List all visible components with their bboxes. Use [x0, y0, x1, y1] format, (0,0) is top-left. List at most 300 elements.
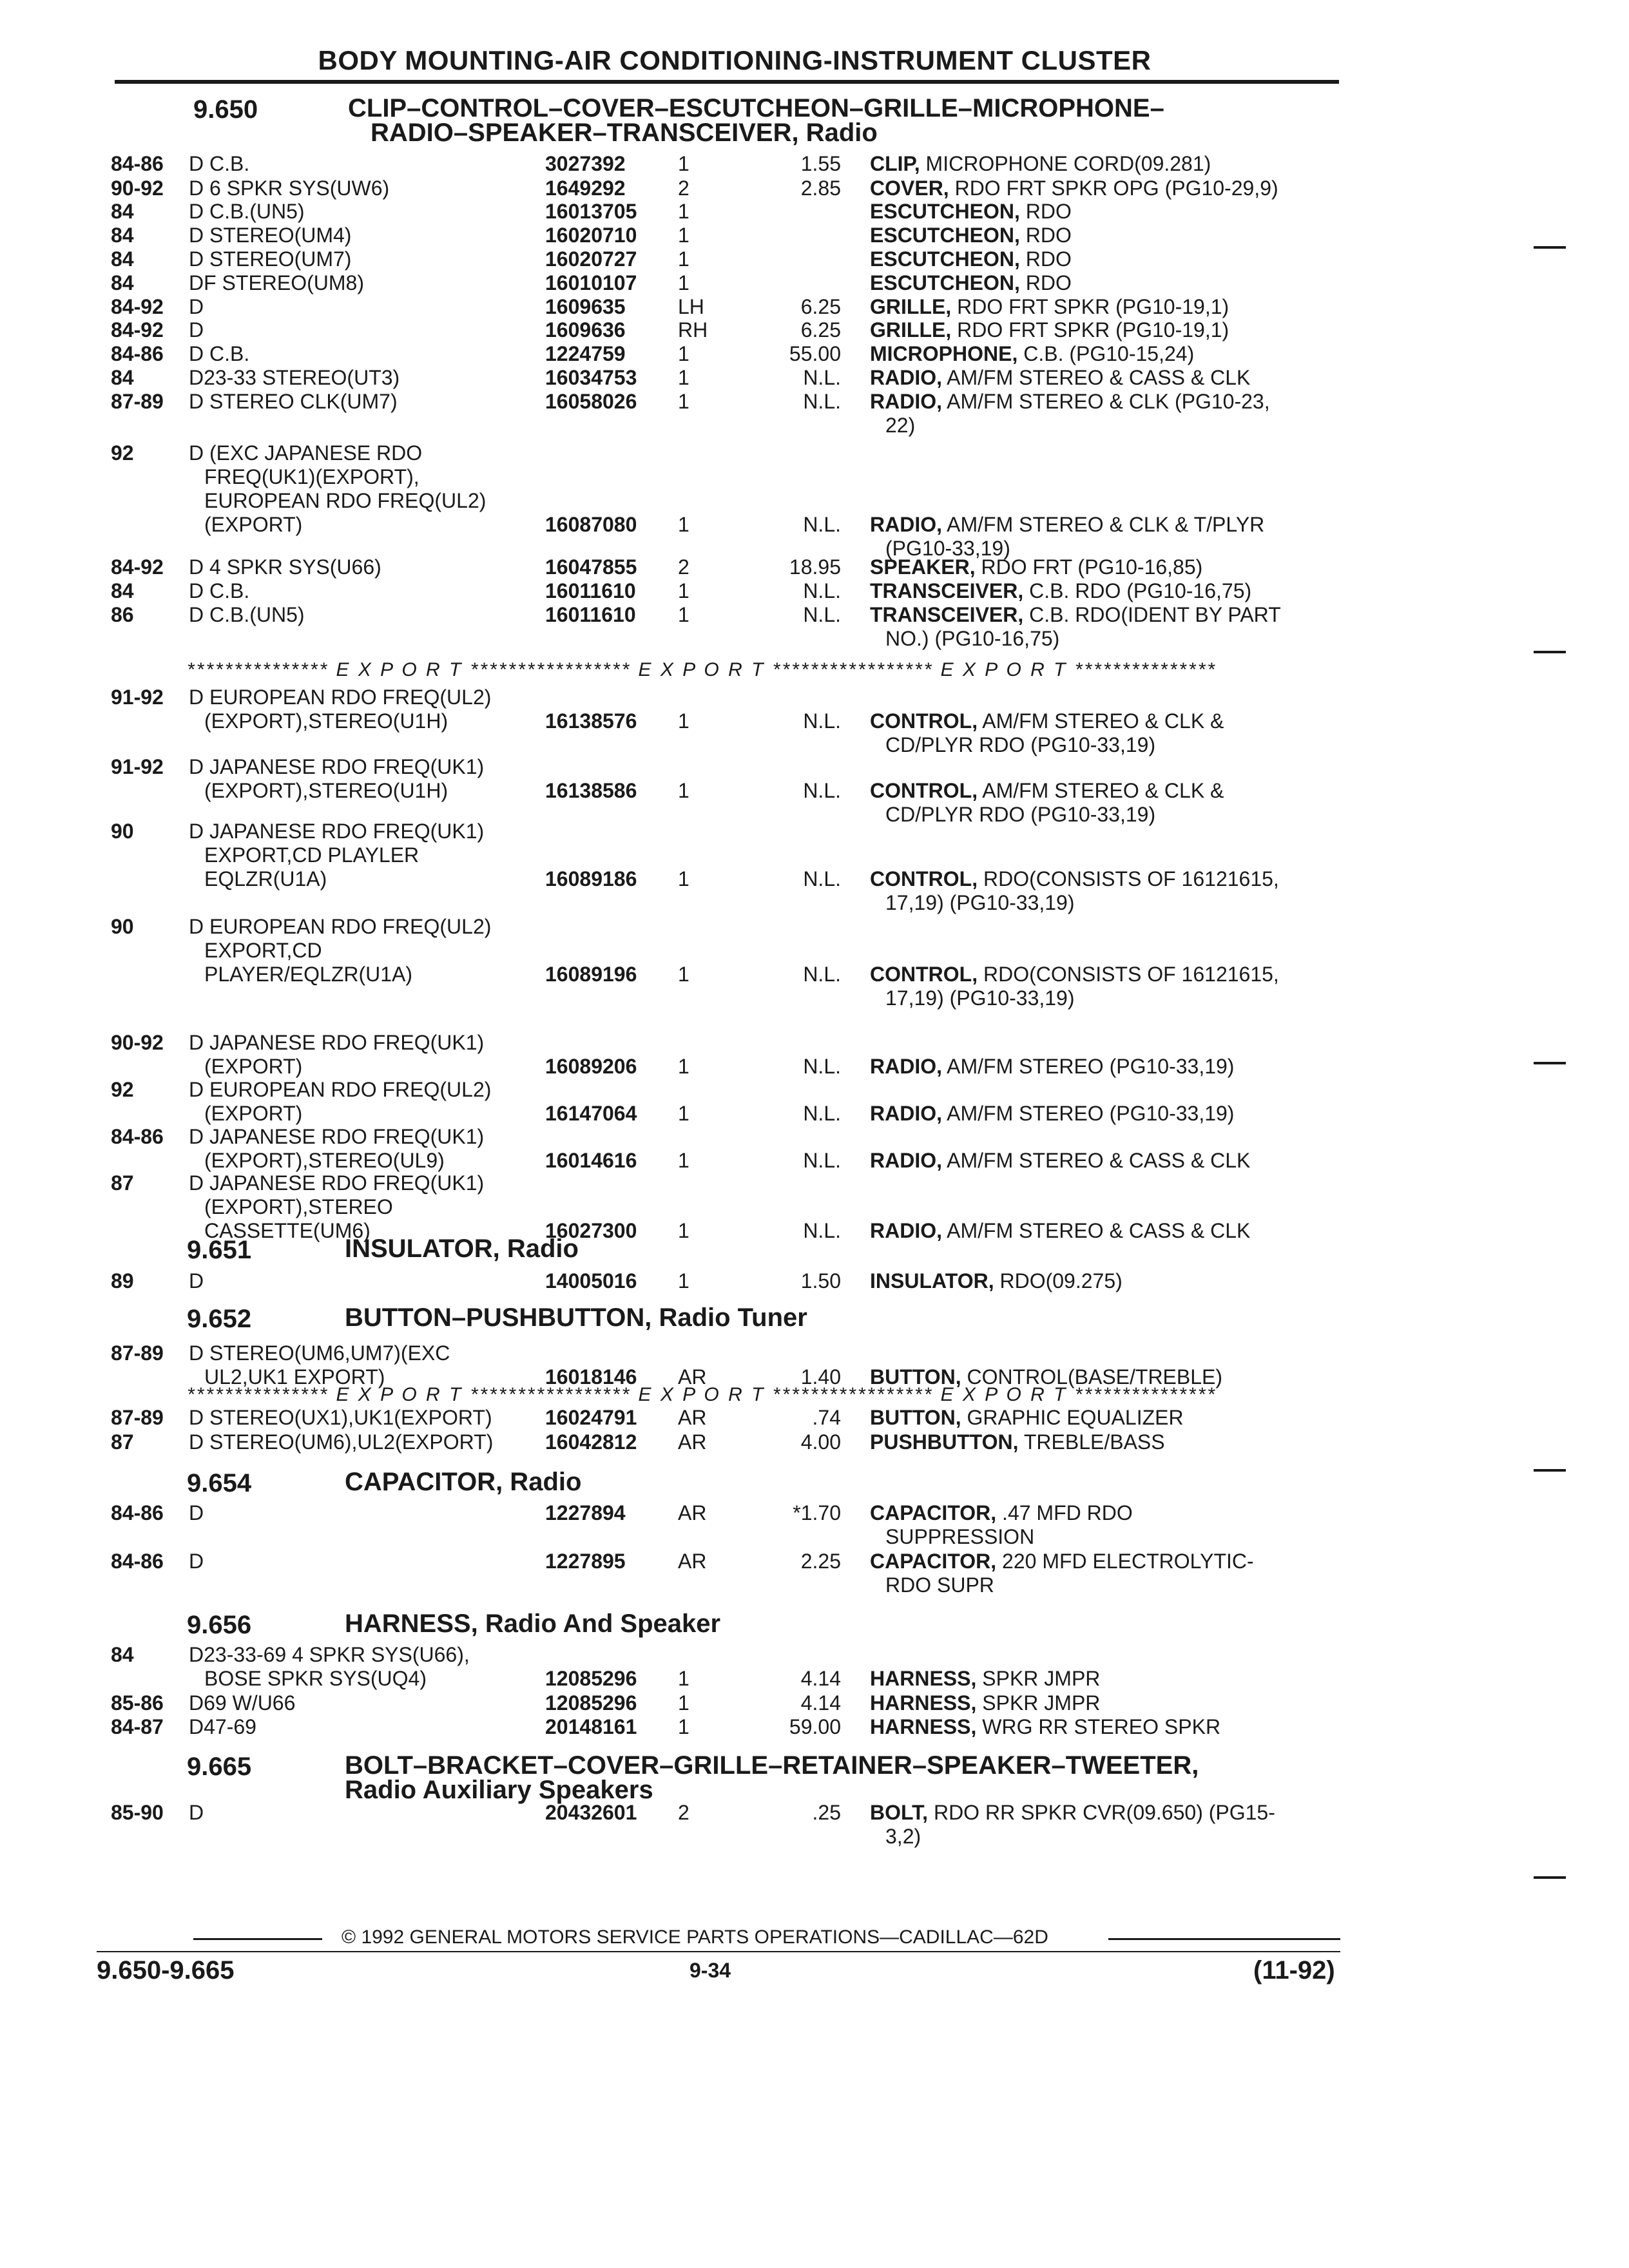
description-line: D — [189, 1269, 204, 1293]
usage-description — [189, 1715, 534, 1739]
part-name-noun: HARNESS, — [870, 1715, 977, 1738]
description-line: EQLZR(U1A) — [204, 867, 327, 890]
part-name-line — [870, 390, 1347, 414]
part-number: 1227894 — [545, 1501, 626, 1524]
part-name-line — [870, 1269, 1347, 1293]
usage-description — [189, 1406, 534, 1430]
section-number: 9.652 — [187, 1305, 252, 1333]
header-rule — [115, 80, 1339, 84]
description-line: DF STEREO(UM8) — [189, 271, 364, 294]
part-name-text: AM/FM STEREO & CASS & CLK — [947, 366, 1251, 389]
part-name-text: MICROPHONE CORD(09.281) — [925, 152, 1211, 175]
price: N.L. — [803, 366, 841, 389]
price: N.L. — [803, 390, 841, 413]
usage-description — [189, 1341, 534, 1389]
part-name-line — [870, 224, 1347, 247]
price: 1.40 — [800, 1365, 841, 1389]
model-years: 85-90 — [111, 1801, 164, 1824]
quantity: 1 — [678, 1102, 689, 1125]
price: 1.50 — [800, 1269, 841, 1293]
quantity: 1 — [678, 200, 689, 223]
footer-page-number: 9-34 — [689, 1959, 731, 1982]
part-name-text: WRG RR STEREO SPKR — [982, 1715, 1221, 1738]
part-name-cont — [870, 733, 1347, 757]
footer-rule-left — [193, 1938, 322, 1940]
quantity: RH — [678, 318, 708, 341]
section-number: 9.654 — [187, 1469, 252, 1497]
part-name-text: C.B. RDO (PG10-16,75) — [1029, 579, 1252, 602]
model-years: 84 — [111, 200, 134, 223]
description-line: D EUROPEAN RDO FREQ(UL2) — [189, 915, 492, 938]
price: N.L. — [803, 1102, 841, 1125]
quantity: 1 — [678, 342, 689, 365]
part-name-cont — [870, 1573, 1347, 1597]
model-years: 87-89 — [111, 1341, 164, 1365]
export-divider: *************** E X P O R T ***************** E X P O R T ***************** E X P O R T *************** — [187, 1384, 1217, 1405]
margin-tick — [1534, 1062, 1566, 1064]
footer-section-range: 9.650-9.665 — [97, 1956, 235, 1984]
part-name — [870, 1430, 1347, 1454]
part-name — [870, 318, 1347, 342]
price: 59.00 — [789, 1715, 841, 1738]
quantity: 2 — [678, 177, 689, 200]
quantity: 1 — [678, 963, 689, 986]
margin-tick — [1534, 651, 1566, 653]
quantity: 1 — [678, 709, 689, 733]
price: 4.00 — [800, 1430, 841, 1454]
description-line: D STEREO(UM7) — [189, 247, 352, 271]
part-number: 20148161 — [545, 1715, 637, 1738]
quantity: 1 — [678, 224, 689, 247]
usage-description — [189, 295, 534, 319]
part-name-text: AM/FM STEREO & CASS & CLK — [947, 1149, 1251, 1172]
part-name-line — [870, 1219, 1347, 1243]
part-name-text: RDO — [1025, 200, 1072, 223]
part-name-text: 3,2) — [885, 1825, 921, 1848]
description-line: D STEREO CLK(UM7) — [189, 390, 398, 413]
price: N.L. — [803, 603, 841, 626]
section-title: BUTTON–PUSHBUTTON, Radio Tuner — [345, 1303, 807, 1332]
description-line: D C.B. — [189, 342, 250, 365]
quantity: AR — [678, 1406, 707, 1429]
part-name — [870, 603, 1347, 651]
part-name-noun: INSULATOR, — [870, 1269, 994, 1293]
price: N.L. — [803, 709, 841, 733]
part-name — [870, 1365, 1347, 1389]
description-line: EUROPEAN RDO FREQ(UL2) — [204, 489, 487, 512]
quantity: 1 — [678, 390, 689, 413]
part-number: 3027392 — [545, 152, 626, 175]
part-name-text: TREBLE/BASS — [1023, 1430, 1165, 1454]
part-name-text: AM/FM STEREO & CLK & — [982, 709, 1224, 733]
part-name-noun: RADIO, — [870, 1149, 942, 1172]
description-line: UL2,UK1 EXPORT) — [204, 1365, 385, 1389]
part-name-line — [870, 513, 1347, 537]
quantity: 1 — [678, 366, 689, 389]
part-name — [870, 1691, 1347, 1715]
price: *1.70 — [793, 1501, 841, 1524]
part-number: 16138576 — [545, 709, 637, 733]
part-number: 16034753 — [545, 366, 637, 389]
quantity: 1 — [678, 1269, 689, 1293]
part-name-cont — [870, 414, 1347, 437]
part-number: 16047855 — [545, 555, 637, 579]
price: N.L. — [803, 579, 841, 602]
part-name — [870, 342, 1347, 366]
usage-description — [189, 177, 534, 200]
description-line: D69 W/U66 — [189, 1691, 296, 1715]
usage-description — [189, 1550, 534, 1573]
part-name — [870, 1055, 1347, 1079]
part-number: 1224759 — [545, 342, 626, 365]
model-years: 90-92 — [111, 1031, 164, 1054]
part-name-line — [870, 1365, 1347, 1389]
part-name-text: RDO(CONSISTS OF 16121615, — [983, 867, 1279, 890]
part-number: 16042812 — [545, 1430, 637, 1454]
part-name-line — [870, 366, 1347, 390]
part-name-line — [870, 709, 1347, 733]
part-name-cont — [870, 627, 1347, 651]
model-years: 87 — [111, 1430, 134, 1454]
part-name — [870, 224, 1347, 247]
part-name — [870, 1149, 1347, 1173]
model-years: 87-89 — [111, 1406, 164, 1429]
part-number: 16089206 — [545, 1055, 637, 1078]
model-years: 84-86 — [111, 1125, 164, 1148]
description-line: D C.B. — [189, 152, 250, 175]
quantity: 1 — [678, 579, 689, 602]
description-line: (EXPORT),STEREO — [204, 1195, 393, 1218]
part-name-line — [870, 963, 1347, 986]
model-years: 84-86 — [111, 1550, 164, 1573]
description-line: D 4 SPKR SYS(U66) — [189, 555, 381, 579]
part-number: 16020727 — [545, 247, 637, 271]
part-number: 12085296 — [545, 1691, 637, 1715]
model-years: 84 — [111, 366, 134, 389]
usage-description — [189, 915, 534, 986]
description-line: D STEREO(UM4) — [189, 224, 352, 247]
model-years: 84 — [111, 247, 134, 271]
part-name-line — [870, 603, 1347, 627]
price: 1.55 — [800, 152, 841, 175]
model-years: 84 — [111, 224, 134, 247]
part-name-text: RDO RR SPKR CVR(09.650) (PG15- — [933, 1801, 1275, 1824]
part-name-text: RDO — [1025, 271, 1072, 294]
part-name-line — [870, 318, 1347, 342]
price: 2.25 — [800, 1550, 841, 1573]
description-line: D EUROPEAN RDO FREQ(UL2) — [189, 1078, 492, 1101]
part-name-noun: TRANSCEIVER, — [870, 603, 1024, 626]
part-number: 1649292 — [545, 177, 626, 200]
description-line: D STEREO(UX1),UK1(EXPORT) — [189, 1406, 492, 1429]
model-years: 90-92 — [111, 177, 164, 200]
part-name-text: GRAPHIC EQUALIZER — [967, 1406, 1184, 1429]
part-number: 16089186 — [545, 867, 637, 890]
section-number: 9.656 — [187, 1611, 252, 1639]
quantity: 1 — [678, 1149, 689, 1172]
part-number: 16011610 — [545, 603, 636, 626]
part-name — [870, 366, 1347, 390]
model-years: 84-87 — [111, 1715, 164, 1738]
section-number: 9.651 — [187, 1236, 252, 1264]
part-name-text: CONTROL(BASE/TREBLE) — [967, 1365, 1223, 1389]
part-name — [870, 200, 1347, 224]
description-line: D — [189, 1801, 204, 1824]
part-number: 16020710 — [545, 224, 637, 247]
model-years: 92 — [111, 1078, 134, 1101]
part-name-line — [870, 1149, 1347, 1173]
quantity: 1 — [678, 513, 689, 536]
usage-description — [189, 686, 534, 733]
quantity: 1 — [678, 247, 689, 271]
part-name-noun: ESCUTCHEON, — [870, 271, 1020, 294]
price: N.L. — [803, 513, 841, 536]
part-name-text: RDO — [1025, 247, 1072, 271]
part-name — [870, 295, 1347, 319]
description-line: D JAPANESE RDO FREQ(UK1) — [189, 1171, 485, 1195]
part-name — [870, 177, 1347, 200]
part-name — [870, 152, 1347, 176]
part-name-line — [870, 247, 1347, 271]
usage-description — [189, 152, 534, 176]
usage-description — [189, 247, 534, 271]
part-name-text: AM/FM STEREO & CLK & T/PLYR — [947, 513, 1265, 536]
part-name-noun: RADIO, — [870, 1219, 942, 1242]
part-name — [870, 1501, 1347, 1549]
description-line: D23-33-69 4 SPKR SYS(U66), — [189, 1643, 470, 1666]
section-title: BOLT–BRACKET–COVER–GRILLE–RETAINER–SPEAKER–TWEETER, — [345, 1751, 1199, 1780]
quantity: 1 — [678, 1667, 689, 1690]
price: N.L. — [803, 867, 841, 890]
section-number: 9.665 — [187, 1753, 252, 1781]
part-number: 16018146 — [545, 1365, 637, 1389]
usage-description — [189, 555, 534, 579]
part-name-noun: CONTROL, — [870, 779, 978, 802]
section-title-cont: Radio Auxiliary Speakers — [345, 1776, 653, 1804]
part-name-line — [870, 1102, 1347, 1126]
footer-rule-bottom — [97, 1951, 1340, 1952]
part-number: 16010107 — [545, 271, 637, 294]
part-name-text: CD/PLYR RDO (PG10-33,19) — [885, 803, 1156, 826]
part-name-noun: RADIO, — [870, 1102, 942, 1125]
part-name-cont — [870, 1825, 1347, 1849]
description-line: D C.B.(UN5) — [189, 603, 305, 626]
model-years: 84-92 — [111, 555, 164, 579]
part-name-noun: RADIO, — [870, 390, 942, 413]
quantity: 1 — [678, 152, 689, 175]
part-number: 20432601 — [545, 1801, 637, 1824]
description-line: FREQ(UK1)(EXPORT), — [204, 465, 419, 488]
usage-description — [189, 603, 534, 627]
part-name-noun: GRILLE, — [870, 318, 952, 341]
part-name-line — [870, 271, 1347, 295]
part-number: 16013705 — [545, 200, 637, 223]
price: N.L. — [803, 1219, 841, 1242]
part-name-noun: ESCUTCHEON, — [870, 247, 1020, 271]
part-name-text: CD/PLYR RDO (PG10-33,19) — [885, 733, 1156, 756]
part-name — [870, 1406, 1347, 1430]
part-number: 12085296 — [545, 1667, 637, 1690]
description-line: D STEREO(UM6,UM7)(EXC — [189, 1341, 450, 1365]
part-name-text: 17,19) (PG10-33,19) — [885, 891, 1075, 914]
part-name-text: C.B. (PG10-15,24) — [1023, 342, 1195, 365]
quantity: 1 — [678, 271, 689, 294]
price: 18.95 — [789, 555, 841, 579]
quantity: 1 — [678, 1691, 689, 1715]
part-name-noun: SPEAKER, — [870, 555, 976, 579]
part-name-noun: BOLT, — [870, 1801, 929, 1824]
part-name — [870, 779, 1347, 827]
usage-description — [189, 366, 534, 390]
part-number: 16014616 — [545, 1149, 637, 1172]
usage-description — [189, 1643, 534, 1691]
description-line: (EXPORT) — [204, 1055, 303, 1078]
description-line: EXPORT,CD PLAYLER — [204, 843, 419, 867]
model-years: 91-92 — [111, 686, 164, 709]
part-name-text: RDO SUPR — [885, 1573, 994, 1597]
part-name-line — [870, 1406, 1347, 1430]
usage-description — [189, 1269, 534, 1293]
description-line: D STEREO(UM6),UL2(EXPORT) — [189, 1430, 494, 1454]
part-name-noun: HARNESS, — [870, 1667, 977, 1690]
part-name — [870, 1715, 1347, 1739]
part-name-text: AM/FM STEREO & CLK & — [982, 779, 1224, 802]
price: N.L. — [803, 963, 841, 986]
section-title-cont: RADIO–SPEAKER–TRANSCEIVER, Radio — [371, 119, 878, 147]
part-name-line — [870, 1501, 1347, 1525]
part-name-noun: COVER, — [870, 177, 949, 200]
model-years: 84-86 — [111, 1501, 164, 1524]
usage-description — [189, 318, 534, 342]
part-name-line — [870, 867, 1347, 891]
description-line: D C.B.(UN5) — [189, 200, 305, 223]
usage-description — [189, 200, 534, 224]
quantity: 2 — [678, 1801, 689, 1824]
part-name-text: C.B. RDO(IDENT BY PART — [1029, 603, 1281, 626]
part-name — [870, 579, 1347, 603]
part-name-line — [870, 1430, 1347, 1454]
description-line: D — [189, 1550, 204, 1573]
description-line: D23-33 STEREO(UT3) — [189, 366, 400, 389]
model-years: 84 — [111, 579, 134, 602]
part-name-line — [870, 555, 1347, 579]
part-name-noun: TRANSCEIVER, — [870, 579, 1024, 602]
usage-description — [189, 390, 534, 414]
part-name — [870, 390, 1347, 437]
part-name-noun: CAPACITOR, — [870, 1550, 997, 1573]
part-name — [870, 1801, 1347, 1849]
usage-description — [189, 342, 534, 366]
description-line: (EXPORT) — [204, 1102, 303, 1125]
price: 55.00 — [789, 342, 841, 365]
part-number: 16011610 — [545, 579, 636, 602]
page-header-title: BODY MOUNTING-AIR CONDITIONING-INSTRUMENT CLUSTER — [318, 45, 1152, 75]
part-name — [870, 247, 1347, 271]
part-name — [870, 1269, 1347, 1293]
part-name-cont — [870, 891, 1347, 915]
part-name-noun: RADIO, — [870, 366, 942, 389]
description-line: EXPORT,CD — [204, 939, 322, 962]
model-years: 87-89 — [111, 390, 164, 413]
usage-description — [189, 1031, 534, 1079]
quantity: 1 — [678, 603, 689, 626]
part-name-noun: RADIO, — [870, 1055, 942, 1078]
part-name-line — [870, 779, 1347, 803]
part-name-text: SUPPRESSION — [885, 1525, 1035, 1548]
model-years: 90 — [111, 820, 134, 843]
model-years: 84-92 — [111, 295, 164, 318]
section-title: CLIP–CONTROL–COVER–ESCUTCHEON–GRILLE–MICROPHONE– — [348, 94, 1164, 122]
usage-description — [189, 1171, 534, 1243]
part-name-text: 17,19) (PG10-33,19) — [885, 986, 1075, 1010]
part-name — [870, 271, 1347, 295]
part-name-noun: BUTTON, — [870, 1406, 961, 1429]
part-name-noun: RADIO, — [870, 513, 942, 536]
part-name-text: RDO(09.275) — [999, 1269, 1123, 1293]
usage-description — [189, 1501, 534, 1525]
model-years: 84-86 — [111, 342, 164, 365]
part-name — [870, 709, 1347, 757]
quantity: 1 — [678, 1055, 689, 1078]
usage-description — [189, 1691, 534, 1715]
part-number: 16138586 — [545, 779, 637, 802]
usage-description — [189, 820, 534, 891]
usage-description — [189, 1801, 534, 1825]
model-years: 91-92 — [111, 755, 164, 778]
part-name-line — [870, 1801, 1347, 1825]
part-number: 16027300 — [545, 1219, 637, 1242]
export-divider: *************** E X P O R T ***************** E X P O R T ***************** E X P O R T *************** — [187, 659, 1217, 680]
price: N.L. — [803, 1055, 841, 1078]
price: N.L. — [803, 1149, 841, 1172]
part-name-line — [870, 342, 1347, 366]
quantity: 1 — [678, 1219, 689, 1242]
usage-description — [189, 579, 534, 603]
part-name-line — [870, 177, 1347, 200]
description-line: CASSETTE(UM6) — [204, 1219, 371, 1242]
part-name-text: RDO FRT SPKR (PG10-19,1) — [957, 318, 1229, 341]
part-name-line — [870, 1715, 1347, 1739]
section-number: 9.650 — [193, 95, 258, 124]
part-number: 1227895 — [545, 1550, 626, 1573]
part-name-text: .47 MFD RDO — [1002, 1501, 1133, 1524]
margin-tick — [1534, 1469, 1566, 1472]
part-name-line — [870, 295, 1347, 319]
model-years: 92 — [111, 441, 134, 465]
part-name-noun: CLIP, — [870, 152, 920, 175]
part-name-noun: CAPACITOR, — [870, 1501, 997, 1524]
description-line: (EXPORT),STEREO(U1H) — [204, 779, 448, 802]
part-name-line — [870, 1667, 1347, 1691]
part-number: 16024791 — [545, 1406, 637, 1429]
description-line: D (EXC JAPANESE RDO — [189, 441, 423, 465]
part-name-text: 22) — [885, 414, 916, 437]
description-line: PLAYER/EQLZR(U1A) — [204, 963, 413, 986]
part-name-text: 220 MFD ELECTROLYTIC- — [1002, 1550, 1254, 1573]
part-name — [870, 1219, 1347, 1243]
part-name-noun: HARNESS, — [870, 1691, 977, 1715]
description-line: (EXPORT),STEREO(UL9) — [204, 1149, 445, 1172]
quantity: AR — [678, 1501, 707, 1524]
part-name — [870, 555, 1347, 579]
part-name-noun: CONTROL, — [870, 709, 978, 733]
part-name-text: AM/FM STEREO (PG10-33,19) — [947, 1055, 1235, 1078]
part-name-text: AM/FM STEREO & CLK (PG10-23, — [947, 390, 1270, 413]
part-name-line — [870, 1055, 1347, 1079]
usage-description — [189, 271, 534, 295]
description-line: D — [189, 318, 204, 341]
part-number: 16087080 — [545, 513, 637, 536]
